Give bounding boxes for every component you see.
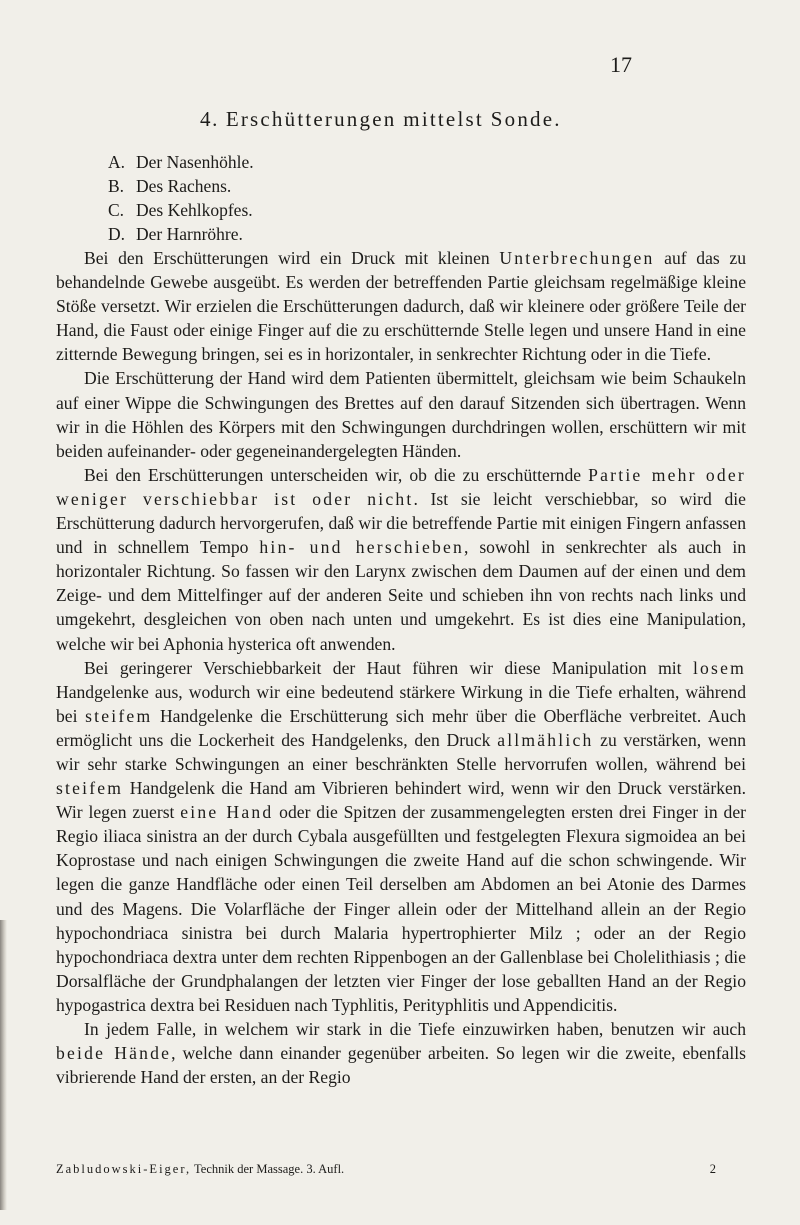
spaced-emphasis: Unterbrechungen <box>499 248 655 268</box>
list-item-label: D. <box>108 224 126 244</box>
spaced-emphasis: steifem <box>85 705 153 726</box>
text-run: Handgelenke aus, wodurch wir eine bedeutend stärkere Wirkung in die Tiefe erhalten, während bei <box>56 681 746 726</box>
list-item-text: Der Nasenhöhle. <box>136 152 254 172</box>
list-item-text: Der Harnröhre. <box>136 224 243 244</box>
text-run: Bei den Erschütterungen unterscheiden wir, ob die zu erschütternde <box>84 464 589 485</box>
page-edge-shadow <box>0 920 7 1210</box>
list-item-label: B. <box>108 176 125 196</box>
footer-author: Zabludowski-Eiger, <box>56 1162 192 1176</box>
section-title-word: mittelst <box>403 107 484 131</box>
body-text <box>56 246 746 1089</box>
spaced-emphasis: beide Hände <box>56 1043 172 1064</box>
paragraph <box>56 1017 746 1089</box>
text-run: Bei geringerer Verschiebbarkeit der Haut führen wir diese Manipulation mit <box>84 657 693 678</box>
subsection-list <box>108 150 254 246</box>
list-item <box>108 150 254 174</box>
spaced-emphasis: steifem <box>56 778 124 799</box>
list-item <box>108 222 254 246</box>
section-title-word: Erschütterungen <box>225 107 397 131</box>
section-title-word: Sonde. <box>490 107 562 131</box>
paragraph <box>56 463 746 656</box>
list-item-text: Des Rachens. <box>136 176 232 196</box>
text-run: oder die Spitzen der zusammengelegten ersten drei Finger in der Regio iliaca sinistra an der durch Cybala ausgefüllten und festgelegten Flexura sigmoidea an bei Koprostase und nach einigen Schwingungen die zweite Hand auf die schon schwingende. Wir legen die ganze Handfläche oder einen Teil derselben am Abdomen an bei Atonie des Darmes und des Magens. Die Volarfläche der Finger allein oder der Mittelhand allein an der Regio hypochondriaca sinistra bei durch Malaria hypertrophierter Milz ; oder an der Regio hypochondriaca dextra unter dem rechten Rippenbogen an der Gallenblase bei Cholelithiasis ; die Dorsalfläche der Grundphalangen der letzten vier Finger der lose geballten Hand an der Regio hypogastrica dextra bei Residuen nach Typhlitis, Perityphlitis und Appendicitis. <box>56 802 746 1015</box>
paragraph <box>56 656 746 1017</box>
text-run: , sowohl in senkrechter als auch in horizontaler Richtung. So fassen wir den Larynx zwischen dem Daumen auf der einen und dem Zeige- und dem Mittelfinger auf der anderen Seite und schieben ihn von rechts nach links und umgekehrt, desgleichen von oben nach unten und umgekehrt. Es ist dies eine Manipulation, welche wir bei Aphonia hysterica oft anwenden. <box>56 537 747 654</box>
section-number: 4. <box>200 107 219 131</box>
text-run: Die Erschütterung der Hand wird dem Patienten übermittelt, gleichsam wie beim Schaukeln auf einer Wippe die Schwingungen des Brettes auf den darauf Sitzenden sich übertragen. Wenn wir in die Höhlen des Körpers mit den Schwingungen durchdringen wollen, erschüttern wir mit beiden aufeinander- oder gegeneinandergelegten Händen. <box>56 368 746 461</box>
text-run: . Ist sie leicht verschiebbar, so wird die Erschütterung dadurch hervorgerufen, daß wir die betreffende Partie mit einigen Fingern anfassen und in schnellem Tempo <box>56 488 746 558</box>
paragraph <box>56 366 746 462</box>
text-run: Handgelenk die Hand am Vibrieren behindert wird, wenn wir den Druck verstärken. Wir legen zuerst <box>56 778 746 823</box>
spaced-emphasis: Partie mehr oder weniger verschiebbar ist oder nicht <box>56 464 746 509</box>
text-run: , welche dann einander gegenüber arbeiten. So legen wir die zweite, ebenfalls vibrierende Hand der ersten, an der Regio <box>56 1043 746 1088</box>
footer-citation <box>56 1162 344 1177</box>
paragraph <box>56 246 746 366</box>
list-item-label: C. <box>108 200 125 220</box>
text-run: In jedem Falle, in welchem wir stark in die Tiefe einzuwirken haben, benutzen wir auch <box>84 1019 746 1039</box>
list-item-label: A. <box>108 152 126 172</box>
spaced-emphasis: losem <box>692 657 746 678</box>
section-heading <box>200 107 562 132</box>
page-number: 17 <box>610 52 632 77</box>
sheet-signature: 2 <box>709 1162 716 1176</box>
text-run: zu verstärken, wenn wir sehr starke Schwingungen an einer beschränkten Stelle hervorrufen wollen, während bei <box>56 729 746 774</box>
list-item <box>108 174 254 198</box>
text-run: Bei den Erschütterungen wird ein Druck mit kleinen <box>84 248 500 268</box>
footer-title: Technik der Massage. 3. Aufl. <box>194 1162 345 1176</box>
page-footer <box>56 1162 746 1177</box>
text-run: auf das zu behandelnde Gewebe ausgeübt. Es werden der betreffenden Partie gleichsam regelmäßige kleine Stöße versetzt. Wir erzielen die Erschütterungen dadurch, daß wir kleinere oder größere Teile der Hand, die Faust oder einige Finger auf die zu erschütternde Stelle legen und unsere Hand in eine zitternde Bewegung bringen, sei es in horizontaler, in senkrechter Richtung oder in die Tiefe. <box>56 248 746 365</box>
text-run: Handgelenke die Erschütterung sich mehr über die Oberfläche verbreitet. Auch ermöglicht uns die Lockerheit des Handgelenks, den Druck <box>56 705 746 750</box>
list-item-text: Des Kehlkopfes. <box>136 200 253 220</box>
spaced-emphasis: allmählich <box>497 729 594 750</box>
spaced-emphasis: eine Hand <box>180 802 274 823</box>
list-item <box>108 198 254 222</box>
spaced-emphasis: hin- und herschieben <box>259 537 465 558</box>
